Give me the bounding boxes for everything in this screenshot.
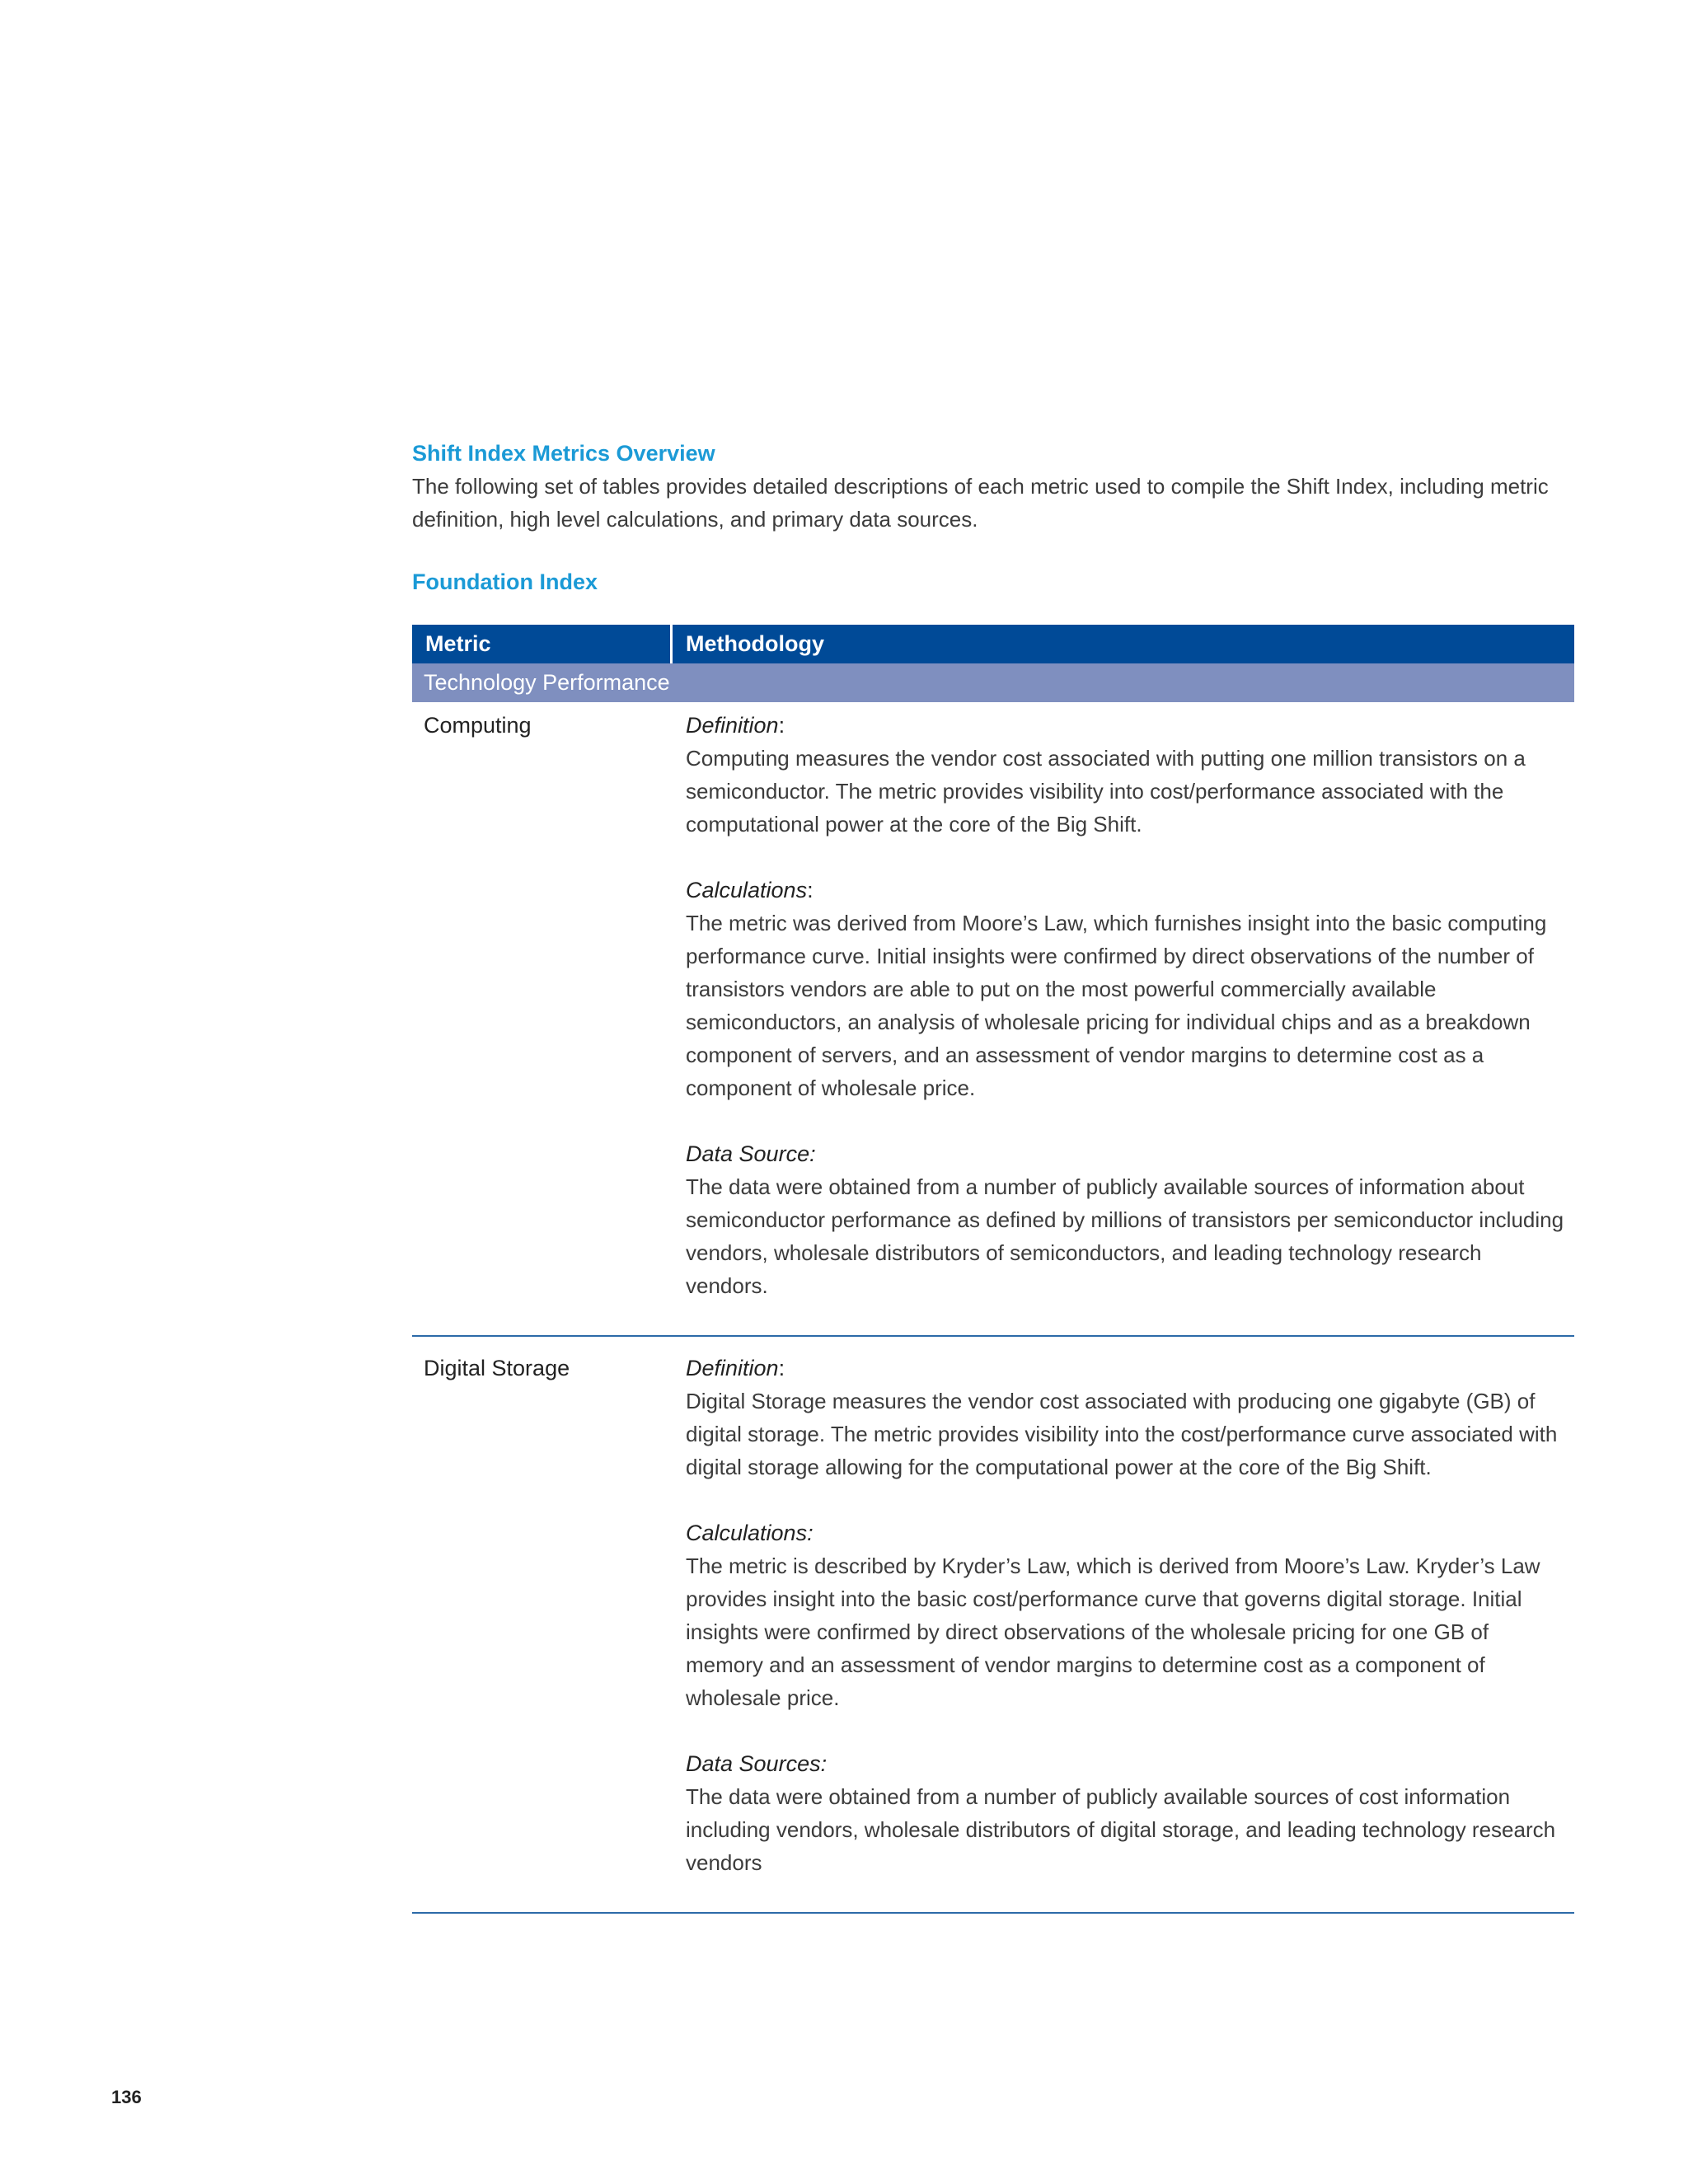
data-source-text: The data were obtained from a number of publicly available sources of information about semiconductor performance as defined by millions of transistors per semiconductor including vendors, wholesale distributors of semiconductors, and leading technology research vendors. [686,1174,1564,1298]
page-number: 136 [111,2087,142,2107]
page-title: Shift Index Metrics Overview [412,441,715,466]
table-header [412,625,1574,663]
methodology-cell [686,1352,1574,1879]
table-row [412,1337,1574,1914]
definition-text: Computing measures the vendor cost associated with putting one million transistors on a semiconductor. The metric provides visibility into cost/performance associated with the computational power at the core of the Big Shift. [686,746,1526,837]
section-title: Foundation Index [412,569,598,594]
definition-block [686,709,1564,841]
calculations-label [686,874,1564,907]
calculations-text: The metric was derived from Moore’s Law, which furnishes insight into the basic computing performance curve. Initial insights were confirmed by direct observations of the number of transistors vendors are able to put on the most powerful commercially available semiconductors, an analysis of wholesale pricing for individual chips and as a breakdown component of servers, and an assessment of vendor margins to determine cost as a component of wholesale price. [686,911,1547,1100]
data-sources-block [686,1747,1564,1879]
column-header-metric: Metric [412,625,673,663]
definition-label [686,1352,1564,1385]
definition-block [686,1352,1564,1483]
page-content [412,437,1574,1914]
category-row: Technology Performance [412,663,1574,702]
definition-label-colon: : [778,1356,785,1380]
metric-name: Computing [424,713,532,738]
calculations-text: The metric is described by Kryder’s Law, which is derived from Moore’s Law. Kryder’s Law provides insight into the basic cost/performance curve that governs digital storage. Initial insights were confirmed by direct observations of the wholesale pricing for one GB of memory and an assessment of vendor margins to determine cost as a component of wholesale price. [686,1554,1540,1710]
calculations-block [686,1516,1564,1714]
metrics-table [412,625,1574,1914]
calculations-label-colon: : [807,878,814,902]
calculations-label-text: Calculations [686,878,808,902]
definition-text: Digital Storage measures the vendor cost associated with producing one gigabyte (GB) of digital storage. The metric provides visibility into the cost/performance curve associated with digital storage allowing for the computational power at the core of the Big Shift. [686,1389,1558,1479]
intro-paragraph: The following set of tables provides detailed descriptions of each metric used to compile the Shift Index, including metric definition, high level calculations, and primary data sources. [412,474,1549,532]
data-source-block [686,1137,1564,1302]
definition-label-colon: : [778,713,785,738]
data-source-label [686,1137,1564,1170]
data-sources-label-text: Data Sources: [686,1751,828,1776]
data-sources-label [686,1747,1564,1780]
metric-name: Digital Storage [424,1356,570,1380]
calculations-label-text: Calculations: [686,1521,814,1545]
calculations-label [686,1516,1564,1549]
definition-label-text: Definition [686,1356,779,1380]
table-row [412,702,1574,1337]
methodology-cell [686,709,1574,1302]
definition-label-text: Definition [686,713,779,738]
data-sources-text: The data were obtained from a number of publicly available sources of cost information including vendors, wholesale distributors of digital storage, and leading technology research vendors [686,1784,1556,1875]
data-source-label-text: Data Source: [686,1141,816,1166]
column-header-methodology: Methodology [686,631,824,656]
calculations-block [686,874,1564,1104]
definition-label [686,709,1564,742]
